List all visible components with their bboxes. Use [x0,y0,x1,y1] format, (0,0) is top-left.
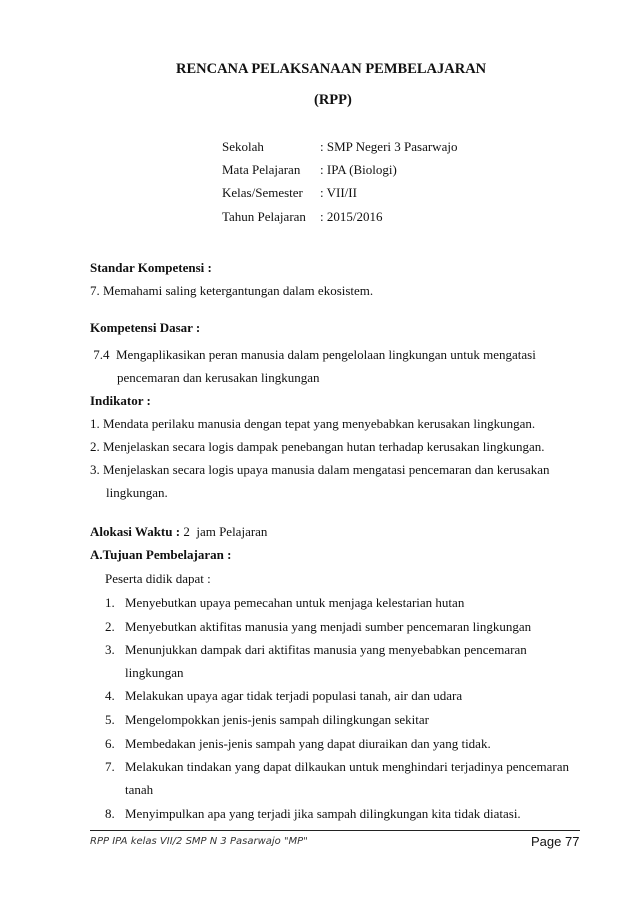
alokasi-label: Alokasi Waktu : [90,524,181,539]
tujuan-text: Menunjukkan dampak dari aktifitas manusia yang menyebabkan pencemaran [125,642,527,657]
indikator-item: 2. Menjelaskan secara logis dampak penebangan hutan terhadap kerusakan lingkungan. [90,439,545,454]
page-title: RENCANA PELAKSANAAN PEMBELAJARAN [176,61,487,77]
tujuan-text: Melakukan upaya agar tidak terjadi populasi tanah, air dan udara [125,688,463,703]
tujuan-num: 1. [105,595,115,610]
indikator-item: 3. Menjelaskan secara logis upaya manusia dalam mengatasi pencemaran dan kerusakan [90,462,550,477]
kompetensi-line1: 7.4 Mengaplikasikan peran manusia dalam pengelolaan lingkungan untuk mengatasi [90,347,536,362]
tujuan-num: 3. [105,642,115,657]
info-label-tahun: Tahun Pelajaran [222,209,306,224]
page-subtitle: (RPP) [314,92,352,108]
tujuan-num: 2. [105,619,115,634]
tujuan-text: Melakukan tindakan yang dapat dilkaukan untuk menghindari terjadinya pencemaran [125,759,570,774]
indikator-item: 1. Mendata perilaku manusia dengan tepat yang menyebabkan kerusakan lingkungan. [90,416,536,431]
info-value-tahun: : 2015/2016 [320,209,383,224]
tujuan-text: Menyimpulkan apa yang terjadi jika sampah dilingkungan kita tidak diatasi. [125,806,521,821]
kompetensi-heading: Kompetensi Dasar : [90,320,201,335]
tujuan-text-cont: tanah [125,782,154,797]
standar-heading: Standar Kompetensi : [90,260,212,275]
tujuan-num: 4. [105,688,115,703]
tujuan-text: Mengelompokkan jenis-jenis sampah dilingkungan sekitar [125,712,429,727]
tujuan-num: 7. [105,759,115,774]
footer-doc-title: RPP IPA kelas VII/2 SMP N 3 Pasarwajo "MP" [90,836,308,847]
alokasi-value: 2 jam Pelajaran [180,524,268,539]
tujuan-text-cont: lingkungan [125,665,184,680]
tujuan-num: 6. [105,736,115,751]
tujuan-num: 5. [105,712,115,727]
info-value-mapel: : IPA (Biologi) [320,162,397,177]
tujuan-heading: A.Tujuan Pembelajaran : [90,547,232,562]
kompetensi-line2: pencemaran dan kerusakan lingkungan [117,370,320,385]
footer-rule [90,830,580,831]
info-label-mapel: Mata Pelajaran [222,162,301,177]
indikator-heading: Indikator : [90,393,151,408]
alokasi-waktu [90,524,267,540]
tujuan-intro: Peserta didik dapat : [105,571,211,586]
tujuan-text: Membedakan jenis-jenis sampah yang dapat diuraikan dan yang tidak. [125,736,491,751]
tujuan-num: 8. [105,806,115,821]
info-label-kelas: Kelas/Semester [222,185,303,200]
info-value-kelas: : VII/II [320,185,357,200]
tujuan-text: Menyebutkan aktifitas manusia yang menjadi sumber pencemaran lingkungan [125,619,532,634]
footer-page-number: Page 77 [531,834,580,849]
info-label-sekolah: Sekolah [222,139,264,154]
info-value-sekolah: : SMP Negeri 3 Pasarwajo [320,139,458,154]
standar-item: 7. Memahami saling ketergantungan dalam ekosistem. [90,283,374,298]
tujuan-text: Menyebutkan upaya pemecahan untuk menjaga kelestarian hutan [125,595,465,610]
indikator-item-cont: lingkungan. [106,485,168,500]
